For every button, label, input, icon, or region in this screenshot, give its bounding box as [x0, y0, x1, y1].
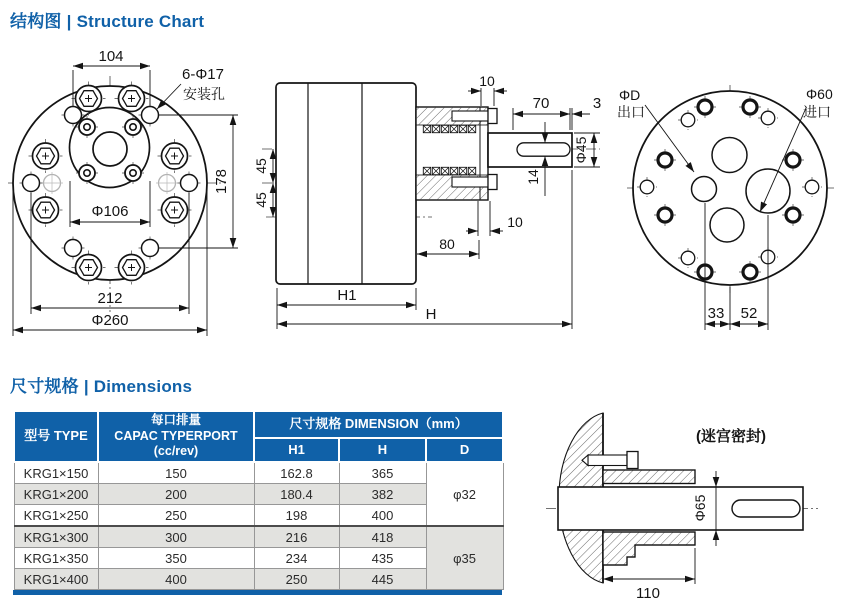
outlet-port: [692, 177, 717, 202]
mount-note-line2: 安装孔: [183, 86, 225, 102]
dim-3-label: 3: [592, 95, 602, 112]
dimensions-table: [13, 410, 504, 590]
cell-type: KRG1×150: [14, 462, 98, 484]
cell-h1: 250: [254, 569, 339, 590]
capacity-header-zh: 每口排量: [150, 413, 201, 428]
seal-keyway: [732, 500, 800, 517]
mount-note-line1: 6-Φ17: [182, 66, 224, 83]
keyway: [517, 143, 570, 156]
cell-h1: 216: [254, 526, 339, 548]
col-header-h1: H1: [254, 438, 339, 462]
col-header-d: D: [426, 438, 503, 462]
structure-chart-title: [10, 7, 204, 32]
col-header-type: 型号 TYPE: [14, 411, 98, 462]
dim-70-label: 70: [532, 95, 550, 112]
dim-14-label: 14: [525, 169, 541, 185]
cell-h1: 162.8: [254, 462, 339, 484]
cell-d-group1: φ32: [426, 462, 503, 526]
dim-106-label: Φ106: [91, 203, 129, 220]
dim-10-top-label: 10: [479, 73, 495, 89]
dim-45b-label: 45: [253, 192, 269, 208]
dim-45a-label: 45: [253, 158, 269, 174]
outlet-dia-label: ΦD: [619, 87, 641, 103]
capacity-header-unit: (cc/rev): [153, 444, 199, 459]
seal-caption: (迷宫密封): [696, 428, 766, 445]
structure-chart-drawings: [0, 42, 850, 350]
dimensions-title-zh: 尺寸规格: [10, 377, 79, 396]
cell-h: 445: [339, 569, 426, 590]
dim-212-label: 212: [97, 290, 123, 307]
dim-65-label: Φ65: [692, 494, 708, 522]
dim-10-bottom: [466, 201, 503, 236]
dim-110-label: 110: [636, 585, 660, 602]
cell-type: KRG1×300: [14, 526, 98, 548]
cell-type: KRG1×400: [14, 569, 98, 590]
dim-h1-label: H1: [337, 287, 357, 304]
cell-h: 400: [339, 505, 426, 527]
cell-capacity: 350: [98, 548, 254, 569]
cell-capacity: 400: [98, 569, 254, 590]
dim-10-top: [468, 88, 507, 106]
cell-h: 418: [339, 526, 426, 548]
dim-45dia-label: Φ45: [573, 136, 589, 164]
cell-type: KRG1×350: [14, 548, 98, 569]
side-view-drawing: [253, 73, 601, 329]
cell-capacity: 150: [98, 462, 254, 484]
dimensions-title-en: Dimensions: [93, 377, 193, 396]
cell-h: 382: [339, 484, 426, 505]
cell-capacity: 200: [98, 484, 254, 505]
dim-70-3: [513, 108, 590, 130]
cell-h1: 234: [254, 548, 339, 569]
table-row: [14, 462, 503, 484]
outlet-label: 出口: [617, 104, 645, 120]
dim-h-label: H: [425, 306, 437, 323]
title-divider: |: [66, 12, 72, 31]
table-bottom-bar: [13, 590, 502, 595]
dimensions-table-wrap: [13, 410, 502, 590]
structure-chart-title-zh: 结构图: [10, 12, 62, 31]
cell-h: 365: [339, 462, 426, 484]
front-view-drawing: [8, 48, 238, 336]
labyrinth-seal-drawing: [540, 378, 850, 611]
dim-10-bottom-label: 10: [507, 214, 523, 230]
rear-outer-circle: [633, 91, 827, 285]
dim-260-label: Φ260: [91, 312, 129, 329]
cell-h: 435: [339, 548, 426, 569]
inlet-port: [746, 169, 790, 213]
cell-capacity: 250: [98, 505, 254, 527]
inlet-dia-label: Φ60: [806, 86, 833, 102]
cell-type: KRG1×200: [14, 484, 98, 505]
seal-view: [546, 413, 818, 602]
cell-h1: 198: [254, 505, 339, 527]
cell-h1: 180.4: [254, 484, 339, 505]
rear-view-drawing: [617, 85, 834, 330]
dim-80-label: 80: [439, 236, 455, 252]
structure-chart-title-en: Structure Chart: [76, 12, 205, 31]
col-header-capacity: [98, 411, 254, 462]
dim-52-label: 52: [740, 305, 758, 322]
center-hole: [93, 132, 127, 166]
col-header-dimension: 尺寸规格 DIMENSION（mm）: [254, 411, 503, 438]
inlet-label: 进口: [803, 104, 831, 120]
col-header-h: H: [339, 438, 426, 462]
title-divider-2: |: [83, 377, 89, 396]
capacity-header-en: CAPAC TYPERPORT: [114, 428, 238, 443]
pump-body: [276, 83, 416, 284]
cell-type: KRG1×250: [14, 505, 98, 527]
dim-178-label: 178: [213, 168, 230, 195]
dimensions-title: [10, 372, 192, 397]
cell-capacity: 300: [98, 526, 254, 548]
dim-33-label: 33: [707, 305, 725, 322]
dim-104-label: 104: [98, 48, 124, 65]
table-row: [14, 526, 503, 548]
cell-d-group2: φ35: [426, 526, 503, 590]
